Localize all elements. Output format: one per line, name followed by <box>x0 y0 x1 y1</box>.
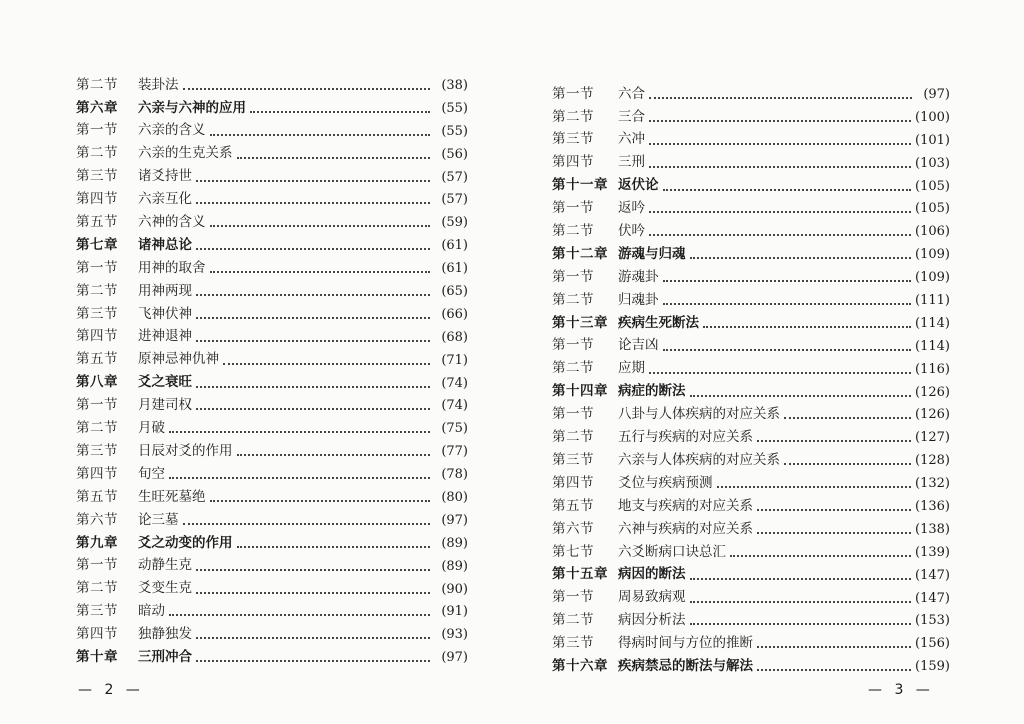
toc-section-entry <box>552 541 950 564</box>
toc-entry-page: (139) <box>915 544 950 560</box>
toc-entry-number: 第一节 <box>76 122 118 139</box>
toc-entry-title: 原神忌神仇神 <box>138 351 219 368</box>
toc-entry-number: 第三节 <box>76 168 118 185</box>
toc-entry-title: 得病时间与方位的推断 <box>618 635 753 652</box>
toc-entry-title: 返伏论 <box>618 177 659 194</box>
toc-section-entry <box>552 106 950 129</box>
toc-entry-title: 进神退神 <box>138 328 192 345</box>
toc-entry-page: (66) <box>441 306 468 322</box>
toc-entry-title: 游魂卦 <box>618 268 659 285</box>
right-page <box>512 0 1024 724</box>
toc-entry-page: (147) <box>915 590 950 606</box>
dot-leader <box>649 371 911 374</box>
toc-chapter-entry <box>552 243 950 266</box>
toc-section-entry <box>552 449 950 472</box>
toc-chapter-entry <box>76 646 468 669</box>
toc-entry-number: 第二节 <box>76 580 118 597</box>
toc-chapter-entry <box>552 564 950 587</box>
toc-section-entry <box>552 152 950 175</box>
toc-chapter-entry <box>76 372 468 395</box>
toc-entry-page: (59) <box>441 215 468 231</box>
toc-entry-page: (57) <box>441 192 468 208</box>
toc-entry-title: 独静独发 <box>138 626 192 643</box>
toc-section-entry <box>76 463 468 486</box>
toc-entry-number: 第四节 <box>76 626 118 643</box>
toc-entry-page: (74) <box>441 375 468 391</box>
toc-entry-page: (132) <box>915 476 950 492</box>
toc-entry-title: 归魂卦 <box>618 291 659 308</box>
toc-section-entry <box>76 143 468 166</box>
toc-entry-title: 爻之动变的作用 <box>138 534 233 551</box>
toc-entry-title: 论三墓 <box>138 511 179 528</box>
toc-entry-title: 动静生克 <box>138 557 192 574</box>
toc-entry-title: 五行与疾病的对应关系 <box>618 429 753 446</box>
dot-leader <box>757 508 911 511</box>
toc-entry-title: 六神与疾病的对应关系 <box>618 520 753 537</box>
toc-entry-page: (156) <box>915 636 950 652</box>
toc-entry-title: 六爻断病口诀总汇 <box>618 543 726 560</box>
toc-entry-page: (57) <box>441 169 468 185</box>
dot-leader <box>757 645 911 648</box>
toc-entry-number: 第一节 <box>76 397 118 414</box>
toc-entry-title: 六亲的含义 <box>138 122 206 139</box>
toc-entry-page: (97) <box>441 512 468 528</box>
dot-leader <box>663 188 912 191</box>
toc-entry-page: (114) <box>915 338 950 354</box>
toc-entry-page: (89) <box>441 558 468 574</box>
toc-entry-number: 第七节 <box>552 543 594 560</box>
toc-entry-page: (126) <box>915 384 950 400</box>
dot-leader <box>730 554 911 557</box>
toc-entry-page: (56) <box>441 146 468 162</box>
toc-chapter-entry <box>552 312 950 335</box>
dot-leader <box>649 119 911 122</box>
toc-entry-page: (61) <box>441 238 468 254</box>
toc-entry-page: (109) <box>915 247 950 263</box>
toc-entry-number: 第一节 <box>552 85 594 102</box>
toc-entry-number: 第五节 <box>76 351 118 368</box>
toc-entry-title: 病因的断法 <box>618 566 686 583</box>
toc-entry-page: (77) <box>441 444 468 460</box>
toc-entry-number: 第四节 <box>76 465 118 482</box>
toc-entry-title: 六亲与人体疾病的对应关系 <box>618 451 780 468</box>
toc-section-entry <box>552 197 950 220</box>
toc-entry-title: 六神的含义 <box>138 214 206 231</box>
dot-leader <box>663 302 912 305</box>
toc-entry-title: 地支与疾病的对应关系 <box>618 497 753 514</box>
toc-entry-number: 第八章 <box>76 374 118 391</box>
toc-entry-number: 第一节 <box>552 337 594 354</box>
toc-entry-title: 旬空 <box>138 465 165 482</box>
toc-entry-page: (128) <box>915 453 950 469</box>
toc-entry-title: 装卦法 <box>138 76 179 93</box>
toc-entry-title: 用神的取舍 <box>138 259 206 276</box>
dot-leader <box>196 636 430 639</box>
toc-entry-page: (105) <box>915 201 950 217</box>
toc-entry-number: 第二节 <box>552 223 594 240</box>
toc-entry-number: 第四节 <box>552 474 594 491</box>
dot-leader <box>690 622 912 625</box>
toc-entry-title: 八卦与人体疾病的对应关系 <box>618 406 780 423</box>
toc-section-entry <box>552 472 950 495</box>
toc-section-entry <box>552 495 950 518</box>
toc-section-entry <box>552 358 950 381</box>
toc-chapter-entry <box>552 655 950 678</box>
toc-section-entry <box>552 403 950 426</box>
toc-entry-number: 第三节 <box>552 635 594 652</box>
toc-section-entry <box>76 486 468 509</box>
toc-entry-page: (91) <box>441 604 468 620</box>
toc-chapter-entry <box>552 381 950 404</box>
toc-entry-title: 病症的断法 <box>618 383 686 400</box>
toc-entry-title: 六亲与六神的应用 <box>138 99 246 116</box>
dot-leader <box>649 142 911 145</box>
dot-leader <box>223 362 430 365</box>
toc-entry-number: 第一节 <box>552 200 594 217</box>
toc-entry-title: 六合 <box>618 85 645 102</box>
toc-section-entry <box>552 220 950 243</box>
toc-section-entry <box>552 83 950 106</box>
toc-entry-number: 第二节 <box>76 145 118 162</box>
toc-entry-title: 周易致病观 <box>618 589 686 606</box>
toc-entry-number: 第九章 <box>76 534 118 551</box>
toc-entry-title: 六亲互化 <box>138 191 192 208</box>
toc-section-entry <box>76 509 468 532</box>
toc-entry-title: 诸爻持世 <box>138 168 192 185</box>
toc-entry-number: 第二节 <box>552 612 594 629</box>
dot-leader <box>649 233 911 236</box>
toc-chapter-entry <box>76 97 468 120</box>
toc-entry-page: (116) <box>915 361 950 377</box>
toc-section-entry <box>76 326 468 349</box>
dot-leader <box>649 96 912 99</box>
toc-entry-title: 用神两现 <box>138 282 192 299</box>
toc-entry-page: (159) <box>915 659 950 675</box>
toc-entry-title: 诸神总论 <box>138 236 192 253</box>
toc-chapter-entry <box>76 532 468 555</box>
toc-entry-page: (78) <box>441 467 468 483</box>
dot-leader <box>196 407 430 410</box>
toc-entry-page: (74) <box>441 398 468 414</box>
toc-entry-number: 第五节 <box>552 497 594 514</box>
toc-section-entry <box>76 394 468 417</box>
toc-section-entry <box>76 555 468 578</box>
toc-entry-number: 第二节 <box>76 282 118 299</box>
toc-section-entry <box>76 578 468 601</box>
toc-section-entry <box>76 74 468 97</box>
toc-section-entry <box>552 587 950 610</box>
toc-entry-page: (138) <box>915 521 950 537</box>
dot-leader <box>210 133 431 136</box>
toc-section-entry <box>76 257 468 280</box>
toc-section-entry <box>76 166 468 189</box>
dot-leader <box>649 210 911 213</box>
page-number: — 2 — <box>78 682 144 698</box>
toc-entry-title: 爻之衰旺 <box>138 374 192 391</box>
dot-leader <box>757 531 911 534</box>
toc-entry-page: (100) <box>915 109 950 125</box>
toc-entry-page: (147) <box>915 567 950 583</box>
toc-entry-page: (136) <box>915 498 950 514</box>
toc-entry-title: 暗动 <box>138 603 165 620</box>
dot-leader <box>717 485 912 488</box>
toc-entry-number: 第四节 <box>552 154 594 171</box>
toc-entry-title: 飞神伏神 <box>138 305 192 322</box>
toc-entry-page: (101) <box>915 132 950 148</box>
toc-entry-number: 第一节 <box>76 259 118 276</box>
toc-entry-title: 应期 <box>618 360 645 377</box>
toc-entry-number: 第四节 <box>76 328 118 345</box>
toc-chapter-entry <box>76 234 468 257</box>
toc-entry-number: 第十四章 <box>552 383 608 400</box>
toc-entry-page: (71) <box>441 352 468 368</box>
toc-list <box>552 83 950 678</box>
toc-entry-number: 第十五章 <box>552 566 608 583</box>
toc-entry-title: 六亲的生克关系 <box>138 145 233 162</box>
toc-entry-title: 日辰对爻的作用 <box>138 442 233 459</box>
dot-leader <box>663 279 912 282</box>
toc-entry-page: (126) <box>915 407 950 423</box>
toc-entry-page: (103) <box>915 155 950 171</box>
toc-entry-number: 第二节 <box>552 360 594 377</box>
toc-section-entry <box>552 518 950 541</box>
toc-section-entry <box>76 303 468 326</box>
dot-leader <box>196 316 430 319</box>
toc-entry-page: (93) <box>441 627 468 643</box>
toc-entry-page: (105) <box>915 178 950 194</box>
page-number: — 3 — <box>868 682 934 698</box>
toc-entry-title: 月建司权 <box>138 397 192 414</box>
toc-chapter-entry <box>552 175 950 198</box>
toc-section-entry <box>76 349 468 372</box>
dot-leader <box>237 545 431 548</box>
toc-entry-number: 第三节 <box>552 131 594 148</box>
dot-leader <box>196 179 430 182</box>
toc-section-entry <box>76 211 468 234</box>
toc-section-entry <box>76 417 468 440</box>
dot-leader <box>690 256 912 259</box>
toc-entry-page: (114) <box>915 315 950 331</box>
dot-leader <box>196 293 430 296</box>
toc-section-entry <box>552 289 950 312</box>
toc-entry-number: 第三节 <box>76 603 118 620</box>
toc-section-entry <box>552 129 950 152</box>
toc-entry-number: 第一节 <box>552 406 594 423</box>
toc-entry-number: 第四节 <box>76 191 118 208</box>
toc-entry-page: (55) <box>441 100 468 116</box>
toc-entry-title: 爻位与疾病预测 <box>618 474 713 491</box>
dot-leader <box>210 499 431 502</box>
dot-leader <box>169 613 430 616</box>
toc-entry-page: (80) <box>441 489 468 505</box>
toc-entry-number: 第二节 <box>76 420 118 437</box>
toc-entry-title: 六冲 <box>618 131 645 148</box>
toc-entry-number: 第六节 <box>552 520 594 537</box>
toc-entry-title: 疾病生死断法 <box>618 314 699 331</box>
toc-section-entry <box>552 335 950 358</box>
toc-entry-page: (38) <box>441 77 468 93</box>
dot-leader <box>757 439 911 442</box>
toc-entry-title: 论吉凶 <box>618 337 659 354</box>
toc-entry-title: 生旺死墓绝 <box>138 488 206 505</box>
toc-entry-page: (97) <box>441 650 468 666</box>
dot-leader <box>784 416 911 419</box>
toc-entry-page: (127) <box>915 430 950 446</box>
toc-entry-number: 第七章 <box>76 236 118 253</box>
dot-leader <box>237 156 431 159</box>
dot-leader <box>690 394 912 397</box>
toc-section-entry <box>552 266 950 289</box>
toc-entry-page: (65) <box>441 283 468 299</box>
toc-entry-number: 第三节 <box>76 305 118 322</box>
toc-section-entry <box>76 623 468 646</box>
dot-leader <box>196 339 430 342</box>
toc-section-entry <box>76 188 468 211</box>
dot-leader <box>250 110 430 113</box>
dot-leader <box>784 462 911 465</box>
toc-entry-title: 三刑冲合 <box>138 648 192 665</box>
toc-entry-title: 月破 <box>138 420 165 437</box>
toc-section-entry <box>552 632 950 655</box>
toc-entry-number: 第六节 <box>76 511 118 528</box>
toc-entry-number: 第二节 <box>552 291 594 308</box>
toc-entry-page: (97) <box>923 86 950 102</box>
toc-entry-page: (111) <box>915 292 950 308</box>
toc-entry-number: 第一节 <box>76 557 118 574</box>
toc-entry-number: 第一节 <box>552 589 594 606</box>
toc-entry-number: 第二节 <box>76 76 118 93</box>
dot-leader <box>757 668 911 671</box>
toc-list <box>76 74 468 669</box>
toc-entry-title: 疾病禁忌的断法与解法 <box>618 657 753 674</box>
toc-entry-page: (153) <box>915 613 950 629</box>
dot-leader <box>690 600 912 603</box>
toc-section-entry <box>552 426 950 449</box>
toc-section-entry <box>76 600 468 623</box>
dot-leader <box>649 165 911 168</box>
toc-entry-number: 第三节 <box>552 451 594 468</box>
toc-entry-number: 第十三章 <box>552 314 608 331</box>
dot-leader <box>169 430 430 433</box>
toc-entry-number: 第五节 <box>76 488 118 505</box>
toc-entry-number: 第十章 <box>76 648 118 665</box>
dot-leader <box>183 522 431 525</box>
toc-entry-number: 第三节 <box>76 442 118 459</box>
dot-leader <box>196 385 430 388</box>
toc-entry-page: (68) <box>441 329 468 345</box>
dot-leader <box>196 247 430 250</box>
toc-entry-title: 三合 <box>618 108 645 125</box>
dot-leader <box>196 659 430 662</box>
toc-entry-page: (75) <box>441 421 468 437</box>
dot-leader <box>237 453 431 456</box>
toc-entry-number: 第一节 <box>552 268 594 285</box>
toc-entry-number: 第六章 <box>76 99 118 116</box>
toc-entry-title: 三刑 <box>618 154 645 171</box>
toc-entry-number: 第十一章 <box>552 177 608 194</box>
toc-entry-title: 伏吟 <box>618 223 645 240</box>
dot-leader <box>703 325 911 328</box>
dot-leader <box>196 568 430 571</box>
toc-entry-title: 游魂与归魂 <box>618 245 686 262</box>
dot-leader <box>690 577 912 580</box>
toc-section-entry <box>552 609 950 632</box>
dot-leader <box>196 201 430 204</box>
toc-entry-title: 病因分析法 <box>618 612 686 629</box>
toc-entry-number: 第五节 <box>76 214 118 231</box>
toc-entry-title: 返吟 <box>618 200 645 217</box>
dot-leader <box>210 224 431 227</box>
toc-entry-page: (106) <box>915 224 950 240</box>
toc-entry-number: 第二节 <box>552 108 594 125</box>
dot-leader <box>663 348 912 351</box>
toc-entry-page: (90) <box>441 581 468 597</box>
dot-leader <box>196 591 430 594</box>
toc-entry-number: 第十六章 <box>552 657 608 674</box>
toc-section-entry <box>76 280 468 303</box>
toc-entry-number: 第十二章 <box>552 245 608 262</box>
toc-entry-page: (89) <box>441 535 468 551</box>
dot-leader <box>169 476 430 479</box>
toc-entry-page: (61) <box>441 261 468 277</box>
toc-section-entry <box>76 120 468 143</box>
toc-entry-number: 第二节 <box>552 429 594 446</box>
toc-entry-title: 爻变生克 <box>138 580 192 597</box>
dot-leader <box>183 87 431 90</box>
toc-section-entry <box>76 440 468 463</box>
toc-entry-page: (109) <box>915 270 950 286</box>
dot-leader <box>210 270 431 273</box>
toc-entry-page: (55) <box>441 123 468 139</box>
